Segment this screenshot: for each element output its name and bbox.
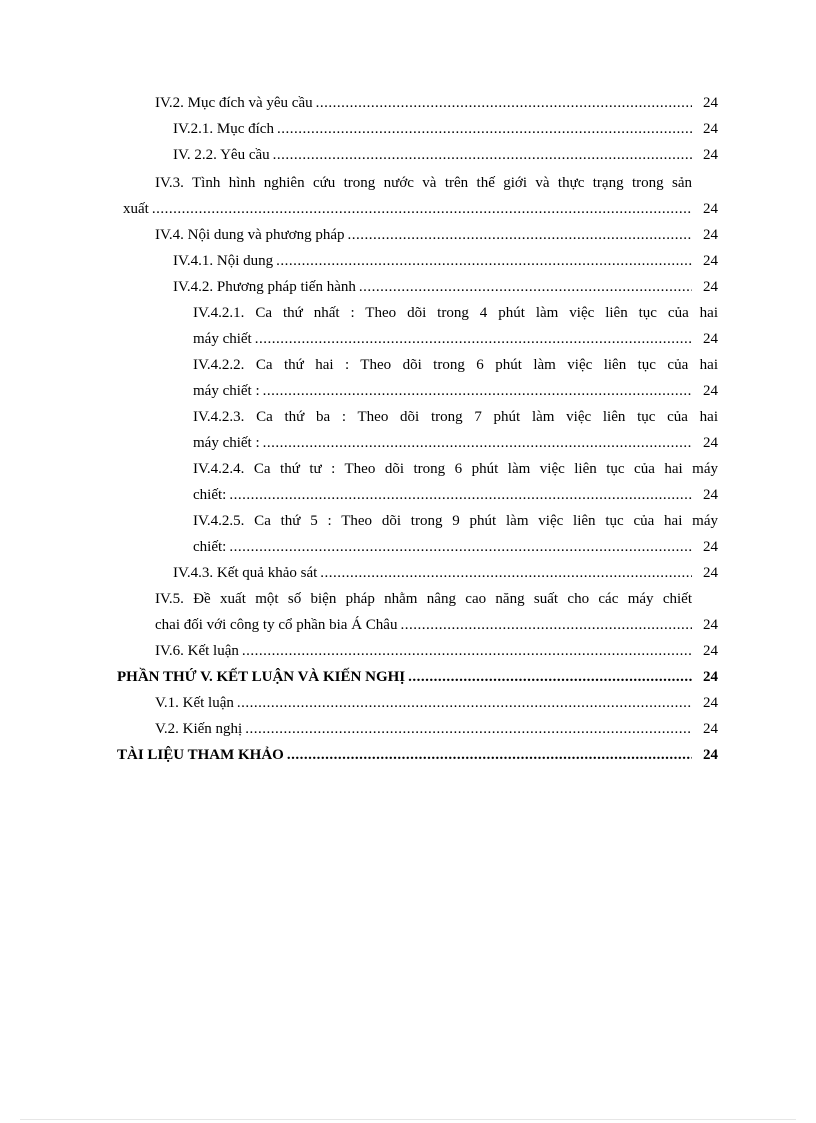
toc-entry-iv-5[interactable] (155, 586, 718, 638)
toc-entry-title-line1: IV.4.2.3. Ca thứ ba : Theo dõi trong 7 phút làm việc liên tục của hai (193, 409, 718, 425)
dot-leader (348, 222, 692, 248)
toc-entry-title-line1: IV.4.2.5. Ca thứ 5 : Theo dõi trong 9 phút làm việc liên tục của hai máy (193, 513, 718, 529)
toc-entry-title: IV.4.2. Phương pháp tiến hành (173, 279, 356, 295)
toc-page-number: 24 (703, 435, 718, 451)
toc-page-number: 24 (703, 227, 718, 243)
toc-entry-title: V.1. Kết luận (155, 695, 234, 711)
dot-leader (263, 430, 692, 456)
dot-leader (229, 482, 692, 508)
toc-entry-title-line2: máy chiết : (193, 435, 260, 451)
toc-entry-title-line2: chiết: (193, 539, 227, 555)
toc-entry-iv-2-2[interactable] (173, 142, 718, 168)
toc-page-number: 24 (703, 643, 718, 659)
toc-entry-part-v[interactable] (117, 664, 718, 690)
toc-entry-title: IV.2. Mục đích và yêu cầu (155, 95, 313, 111)
toc-entry-title-line2: máy chiết (193, 331, 252, 347)
toc-entry-title: PHẦN THỨ V. KẾT LUẬN VÀ KIẾN NGHỊ (117, 669, 406, 685)
dot-leader (229, 534, 692, 560)
toc-page-number: 24 (703, 121, 718, 137)
toc-page-number: 24 (703, 279, 718, 295)
toc-entry-title: IV.4.3. Kết quả khảo sát (173, 565, 318, 581)
dot-leader (408, 664, 692, 690)
dot-leader (245, 716, 692, 742)
dot-leader (276, 248, 692, 274)
toc-entry-title: IV.4.1. Nội dung (173, 253, 274, 269)
toc-page-number: 24 (703, 331, 718, 347)
toc-page-number: 24 (703, 539, 718, 555)
toc-entry-title-line1: IV.3. Tình hình nghiên cứu trong nước và trên thế giới và thực trạng trong sản (155, 175, 692, 191)
toc-entry-references[interactable] (117, 742, 718, 768)
dot-leader (316, 90, 692, 116)
toc-page-number: 24 (703, 721, 718, 737)
toc-entry-iv-2[interactable] (155, 90, 718, 116)
toc-entry-iv-4-2-5[interactable] (193, 508, 718, 560)
toc-entry-title: IV.4. Nội dung và phương pháp (155, 227, 345, 243)
toc-entry-title-line2: xuất (123, 201, 149, 217)
toc-entry-title-line1: IV.4.2.4. Ca thứ tư : Theo dõi trong 6 phút làm việc liên tục của hai máy (193, 461, 718, 477)
toc-entry-iv-4-2-1[interactable] (193, 300, 718, 352)
toc-entry-iv-4-2[interactable] (173, 274, 718, 300)
dot-leader (400, 612, 692, 638)
dot-leader (152, 196, 692, 222)
dot-leader (255, 326, 692, 352)
toc-entry-iv-4-2-2[interactable] (193, 352, 718, 404)
dot-leader (277, 116, 692, 142)
toc-entry-title-line2: chai đối với công ty cổ phần bia Á Châu (155, 617, 398, 633)
dot-leader (359, 274, 692, 300)
toc-entry-v-2[interactable] (155, 716, 718, 742)
toc-entry-iv-4-2-3[interactable] (193, 404, 718, 456)
toc-entry-iv-4-1[interactable] (173, 248, 718, 274)
toc-page-number: 24 (703, 565, 718, 581)
toc-page-number: 24 (703, 147, 718, 163)
toc-page-number: 24 (703, 617, 718, 633)
toc-entry-iv-4-2-4[interactable] (193, 456, 718, 508)
dot-leader (237, 690, 692, 716)
toc-entry-title: IV.2.1. Mục đích (173, 121, 274, 137)
toc-page-number: 24 (703, 253, 718, 269)
toc-entry-iv-2-1[interactable] (173, 116, 718, 142)
dot-leader (287, 742, 692, 768)
toc-entry-iv-3[interactable] (123, 170, 718, 222)
toc-entry-title-line1: IV.5. Đề xuất một số biện pháp nhằm nâng cao năng suất cho các máy chiết (155, 591, 692, 607)
toc-page-number: 24 (703, 487, 718, 503)
toc-page-number: 24 (703, 669, 718, 685)
toc-entry-iv-4[interactable] (155, 222, 718, 248)
toc-entry-title: IV. 2.2. Yêu cầu (173, 147, 270, 163)
dot-leader (320, 560, 692, 586)
dot-leader (242, 638, 692, 664)
toc-entry-title-line1: IV.4.2.1. Ca thứ nhất : Theo dõi trong 4 phút làm việc liên tục của hai (193, 305, 718, 321)
toc-entry-title-line1: IV.4.2.2. Ca thứ hai : Theo dõi trong 6 phút làm việc liên tục của hai (193, 357, 718, 373)
dot-leader (273, 142, 692, 168)
toc-entry-iv-4-3[interactable] (173, 560, 718, 586)
toc-entry-v-1[interactable] (155, 690, 718, 716)
toc-entry-title-line2: máy chiết : (193, 383, 260, 399)
toc-page-number: 24 (703, 95, 718, 111)
toc-entry-title: TÀI LIỆU THAM KHẢO (117, 747, 284, 763)
toc-entry-title: IV.6. Kết luận (155, 643, 239, 659)
toc-page-number: 24 (703, 695, 718, 711)
toc-page-number: 24 (703, 201, 718, 217)
toc-page-number: 24 (703, 383, 718, 399)
toc-entry-title-line2: chiết: (193, 487, 227, 503)
toc-page-number: 24 (703, 747, 718, 763)
toc-entry-title: V.2. Kiến nghị (155, 721, 243, 737)
toc-entry-iv-6[interactable] (155, 638, 718, 664)
dot-leader (263, 378, 692, 404)
page-edge (20, 1119, 796, 1120)
